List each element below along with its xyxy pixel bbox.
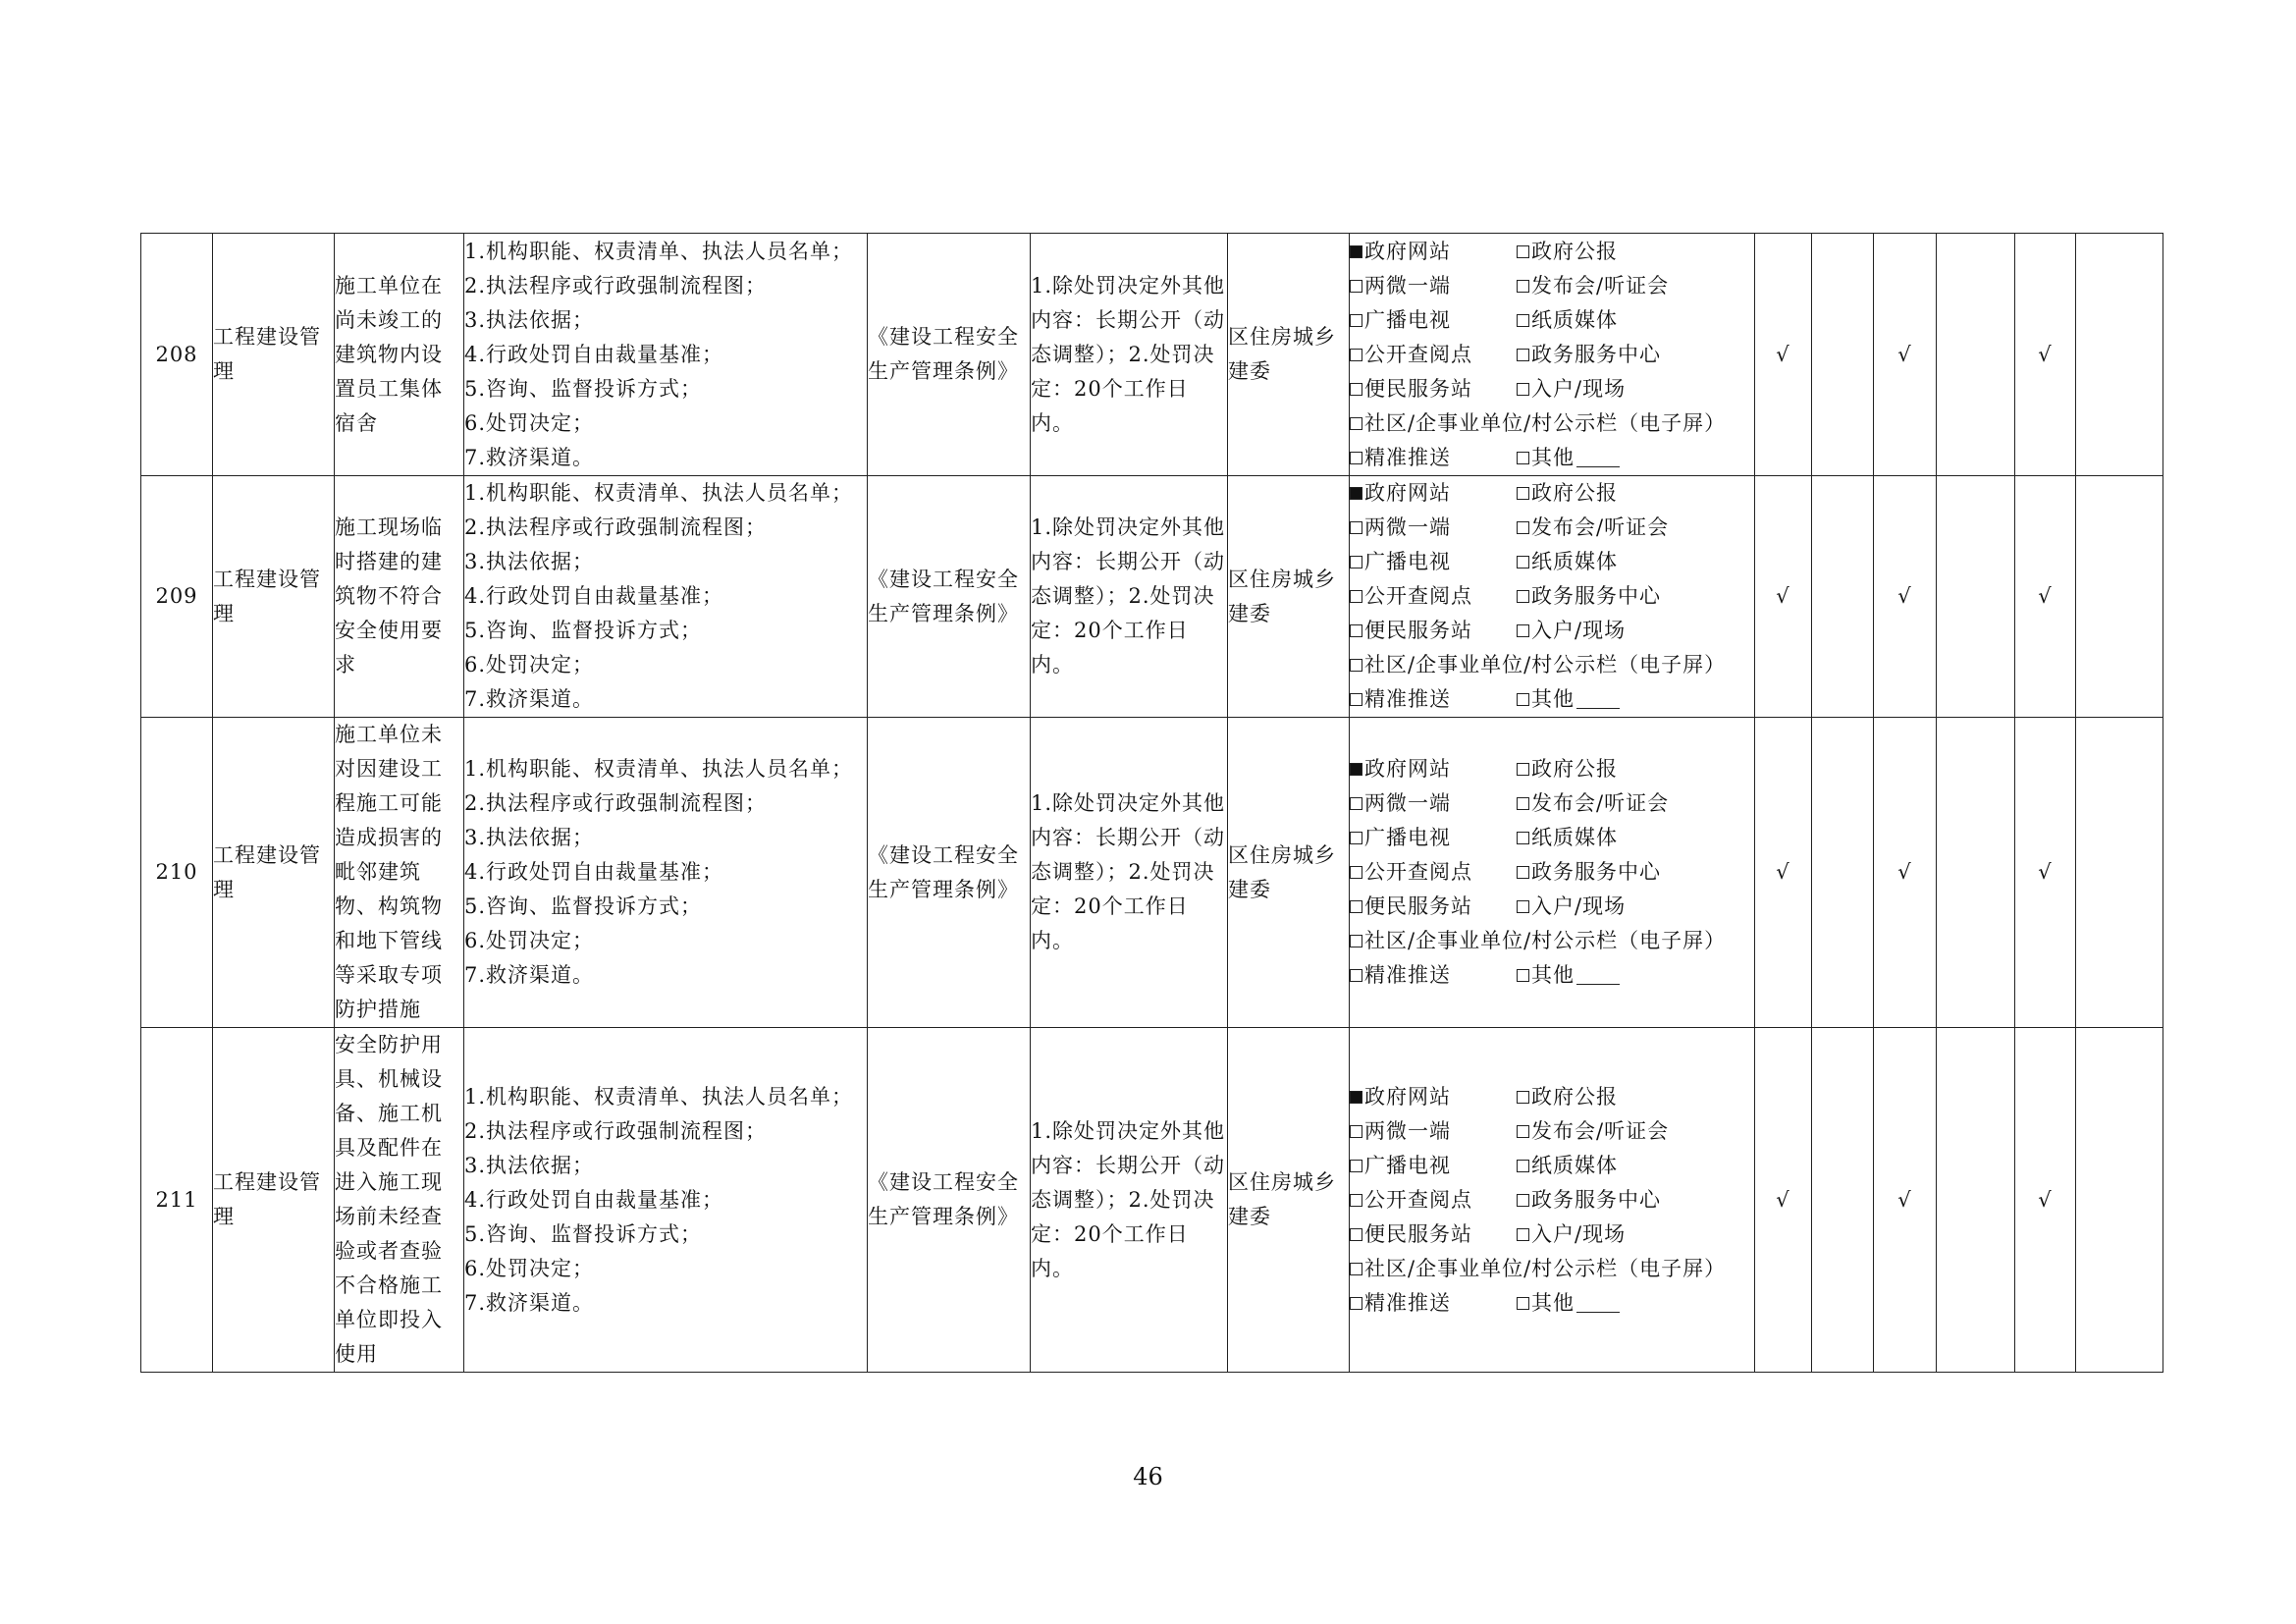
content-line: 7.救济渠道。: [464, 445, 595, 469]
category-cell: 工程建设管理: [213, 718, 335, 1028]
content-line: 4.行政处罚自由裁量基准；: [464, 584, 724, 608]
content-line: 7.救济渠道。: [464, 963, 595, 987]
category-cell: 工程建设管理: [213, 234, 335, 476]
blank-line: [1576, 690, 1620, 709]
empty-cell: [1812, 476, 1874, 718]
checkmark-icon: √: [2038, 342, 2053, 366]
content-line: 7.救济渠道。: [464, 1290, 595, 1315]
channel-option[interactable]: 两微一端: [1350, 511, 1517, 545]
channel-option[interactable]: 政府网站: [1350, 752, 1517, 786]
empty-cell: [1937, 718, 2015, 1028]
channel-option[interactable]: 广播电视: [1350, 545, 1517, 579]
page-number: 46: [1133, 1463, 1163, 1490]
empty-cell: [2076, 1028, 2163, 1373]
channel-option[interactable]: 政府公报: [1517, 1080, 1618, 1114]
channel-option[interactable]: 入户/现场: [1517, 614, 1626, 648]
channel-option[interactable]: 政府公报: [1517, 476, 1618, 511]
content-line: 1.机构职能、权责清单、执法人员名单；: [464, 757, 854, 781]
check-cell: [2015, 718, 2076, 1028]
content-line: 5.咨询、监督投诉方式；: [464, 376, 703, 401]
channel-option[interactable]: 政府网站: [1350, 476, 1517, 511]
checkbox-icon: [1517, 900, 1529, 913]
checkmark-icon: √: [1897, 860, 1912, 884]
item-cell: 施工现场临时搭建的建筑物不符合安全使用要求: [335, 476, 464, 718]
checkbox-icon: [1517, 969, 1529, 982]
checkbox-icon: [1350, 1091, 1362, 1104]
channel-option[interactable]: 精准推送: [1350, 958, 1517, 993]
checkbox-icon: [1350, 866, 1362, 879]
content-line: 3.执法依据；: [464, 826, 595, 849]
channel-option[interactable]: 公开查阅点: [1350, 338, 1517, 372]
content-cell: [464, 718, 868, 1028]
content-line: 3.执法依据；: [464, 307, 595, 332]
checkbox-icon: [1350, 1297, 1362, 1310]
checkmark-icon: √: [1897, 584, 1912, 608]
check-cell: [2015, 476, 2076, 718]
channel-option[interactable]: 便民服务站: [1350, 1218, 1517, 1252]
channel-option[interactable]: 公开查阅点: [1350, 1183, 1517, 1218]
checkbox-icon: [1350, 969, 1362, 982]
item-cell: 安全防护用具、机械设备、施工机具及配件在进入施工现场前未经查验或者查验不合格施工单位即投入使用: [335, 1028, 464, 1373]
table-row: [141, 476, 2163, 718]
empty-cell: [1812, 1028, 1874, 1373]
row-number: 208: [141, 234, 213, 476]
channel-option[interactable]: 社区/企事业单位/村公示栏（电子屏）: [1350, 406, 1726, 441]
channel-option[interactable]: 公开查阅点: [1350, 579, 1517, 614]
check-cell: [2015, 234, 2076, 476]
check-cell: [1755, 1028, 1812, 1373]
checkbox-icon: [1350, 1194, 1362, 1207]
content-line: 6.处罚决定；: [464, 653, 595, 677]
checkbox-icon: [1350, 417, 1362, 430]
content-cell: [464, 1028, 868, 1373]
content-line: 6.处罚决定；: [464, 929, 595, 952]
channel-option[interactable]: 发布会/听证会: [1517, 269, 1669, 303]
check-cell: [1755, 476, 1812, 718]
empty-cell: [1812, 234, 1874, 476]
channel-option[interactable]: 纸质媒体: [1517, 1149, 1618, 1183]
channel-option[interactable]: 纸质媒体: [1517, 821, 1618, 855]
dept-cell: 区住房城乡建委: [1228, 476, 1350, 718]
checkmark-icon: √: [1897, 342, 1912, 366]
basis-cell: 《建设工程安全生产管理条例》: [868, 476, 1031, 718]
channel-option[interactable]: 政务服务中心: [1517, 579, 1661, 614]
checkbox-icon: [1517, 383, 1529, 396]
channel-option[interactable]: 两微一端: [1350, 269, 1517, 303]
channel-option[interactable]: 入户/现场: [1517, 1218, 1626, 1252]
item-cell: 施工单位未对因建设工程施工可能造成损害的毗邻建筑物、构筑物和地下管线等采取专项防护措施: [335, 718, 464, 1028]
checkbox-icon: [1350, 280, 1362, 293]
content-line: 4.行政处罚自由裁量基准；: [464, 860, 724, 884]
channel-option[interactable]: 纸质媒体: [1517, 545, 1618, 579]
dept-cell: 区住房城乡建委: [1228, 718, 1350, 1028]
checkbox-icon: [1517, 1297, 1529, 1310]
checkbox-icon: [1350, 693, 1362, 706]
checkbox-icon: [1517, 797, 1529, 810]
channels-cell: [1350, 234, 1755, 476]
checkbox-icon: [1517, 487, 1529, 500]
empty-cell: [1937, 476, 2015, 718]
content-line: 3.执法依据；: [464, 550, 595, 573]
check-cell: [1755, 718, 1812, 1028]
checkbox-icon: [1350, 383, 1362, 396]
checkbox-icon: [1517, 1160, 1529, 1172]
item-cell: 施工单位在尚未竣工的建筑物内设置员工集体宿舍: [335, 234, 464, 476]
channel-option[interactable]: 两微一端: [1350, 1114, 1517, 1149]
check-cell: [1755, 234, 1812, 476]
channel-option[interactable]: 发布会/听证会: [1517, 1114, 1669, 1149]
checkmark-icon: √: [1776, 860, 1790, 884]
checkbox-icon: [1350, 314, 1362, 327]
category-cell: 工程建设管理: [213, 476, 335, 718]
time-cell: 1.除处罚决定外其他内容：长期公开（动态调整）；2.处罚决定：20个工作日内。: [1031, 718, 1228, 1028]
content-line: 4.行政处罚自由裁量基准；: [464, 342, 724, 366]
content-line: 2.执法程序或行政强制流程图；: [464, 1118, 768, 1143]
checkbox-icon: [1350, 349, 1362, 361]
checkbox-icon: [1517, 556, 1529, 568]
channel-option[interactable]: 社区/企事业单位/村公示栏（电子屏）: [1350, 924, 1726, 958]
checkbox-icon: [1350, 1228, 1362, 1241]
content-line: 5.咨询、监督投诉方式；: [464, 894, 703, 918]
checkbox-icon: [1350, 900, 1362, 913]
checkbox-icon: [1350, 832, 1362, 844]
checkbox-icon: [1517, 349, 1529, 361]
content-line: 7.救济渠道。: [464, 687, 595, 711]
content-line: 1.机构职能、权责清单、执法人员名单；: [464, 1084, 854, 1109]
checkmark-icon: √: [1897, 1187, 1912, 1212]
check-cell: [2015, 1028, 2076, 1373]
checkbox-icon: [1517, 866, 1529, 879]
channel-option[interactable]: 其他: [1517, 441, 1620, 475]
checkbox-icon: [1350, 624, 1362, 637]
channel-option[interactable]: 发布会/听证会: [1517, 786, 1669, 821]
channel-option[interactable]: 公开查阅点: [1350, 855, 1517, 890]
checkmark-icon: √: [2038, 1187, 2053, 1212]
empty-cell: [2076, 476, 2163, 718]
table-row: [141, 234, 2163, 476]
channel-option[interactable]: 发布会/听证会: [1517, 511, 1669, 545]
checkmark-icon: √: [1776, 584, 1790, 608]
dept-cell: 区住房城乡建委: [1228, 1028, 1350, 1373]
check-cell: [1874, 234, 1937, 476]
channel-option[interactable]: 社区/企事业单位/村公示栏（电子屏）: [1350, 648, 1726, 682]
empty-cell: [2076, 718, 2163, 1028]
channel-option[interactable]: 政府网站: [1350, 235, 1517, 269]
checkbox-icon: [1517, 1228, 1529, 1241]
content-line: 5.咨询、监督投诉方式；: [464, 1221, 703, 1246]
disclosure-table: [140, 233, 2163, 1373]
channel-option[interactable]: 入户/现场: [1517, 372, 1626, 406]
checkbox-icon: [1517, 245, 1529, 258]
channel-option[interactable]: 两微一端: [1350, 786, 1517, 821]
channels-cell: [1350, 1028, 1755, 1373]
row-number: 210: [141, 718, 213, 1028]
channel-option[interactable]: 入户/现场: [1517, 890, 1626, 924]
blank-line: [1576, 966, 1620, 985]
content-line: 5.咨询、监督投诉方式；: [464, 619, 703, 642]
empty-cell: [1812, 718, 1874, 1028]
content-cell: [464, 476, 868, 718]
checkbox-icon: [1517, 624, 1529, 637]
table-row: [141, 718, 2163, 1028]
basis-cell: 《建设工程安全生产管理条例》: [868, 234, 1031, 476]
channel-option[interactable]: 政务服务中心: [1517, 1183, 1661, 1218]
channel-option[interactable]: 政府公报: [1517, 752, 1618, 786]
basis-cell: 《建设工程安全生产管理条例》: [868, 718, 1031, 1028]
channel-option[interactable]: 便民服务站: [1350, 614, 1517, 648]
checkbox-icon: [1517, 314, 1529, 327]
channel-option[interactable]: 精准推送: [1350, 441, 1517, 475]
checkbox-icon: [1517, 763, 1529, 776]
channel-option[interactable]: 其他: [1517, 682, 1620, 717]
checkbox-icon: [1517, 1194, 1529, 1207]
checkbox-icon: [1350, 1125, 1362, 1138]
channel-option[interactable]: 其他: [1517, 958, 1620, 993]
channel-option[interactable]: 政务服务中心: [1517, 855, 1661, 890]
channel-option[interactable]: 政府网站: [1350, 1080, 1517, 1114]
channel-option[interactable]: 广播电视: [1350, 821, 1517, 855]
checkbox-icon: [1517, 521, 1529, 534]
table-row: [141, 1028, 2163, 1373]
content-line: 6.处罚决定；: [464, 1256, 595, 1280]
checkbox-icon: [1350, 521, 1362, 534]
check-cell: [1874, 1028, 1937, 1373]
channel-option[interactable]: 政务服务中心: [1517, 338, 1661, 372]
channels-cell: [1350, 718, 1755, 1028]
checkbox-icon: [1350, 797, 1362, 810]
channel-option[interactable]: 其他: [1517, 1286, 1620, 1321]
checkbox-icon: [1517, 590, 1529, 603]
channel-option[interactable]: 纸质媒体: [1517, 303, 1618, 338]
time-cell: 1.除处罚决定外其他内容：长期公开（动态调整）；2.处罚决定：20个工作日内。: [1031, 234, 1228, 476]
checkbox-icon: [1350, 935, 1362, 947]
checkbox-icon: [1517, 452, 1529, 464]
content-line: 6.处罚决定；: [464, 410, 595, 435]
row-number: 209: [141, 476, 213, 718]
checkbox-icon: [1350, 1263, 1362, 1275]
empty-cell: [2076, 234, 2163, 476]
channels-cell: [1350, 476, 1755, 718]
content-line: 1.机构职能、权责清单、执法人员名单；: [464, 481, 854, 505]
checkbox-icon: [1350, 659, 1362, 672]
checkbox-icon: [1350, 487, 1362, 500]
time-cell: 1.除处罚决定外其他内容：长期公开（动态调整）；2.处罚决定：20个工作日内。: [1031, 476, 1228, 718]
checkbox-icon: [1517, 693, 1529, 706]
time-cell: 1.除处罚决定外其他内容：长期公开（动态调整）；2.处罚决定：20个工作日内。: [1031, 1028, 1228, 1373]
channel-option[interactable]: 精准推送: [1350, 682, 1517, 717]
content-line: 2.执法程序或行政强制流程图；: [464, 515, 768, 539]
checkbox-icon: [1350, 763, 1362, 776]
row-number: 211: [141, 1028, 213, 1373]
dept-cell: 区住房城乡建委: [1228, 234, 1350, 476]
checkmark-icon: √: [2038, 584, 2053, 608]
basis-cell: 《建设工程安全生产管理条例》: [868, 1028, 1031, 1373]
checkbox-icon: [1350, 452, 1362, 464]
channel-option[interactable]: 政府公报: [1517, 235, 1618, 269]
content-cell: [464, 234, 868, 476]
channel-option[interactable]: 便民服务站: [1350, 890, 1517, 924]
checkbox-icon: [1350, 245, 1362, 258]
checkbox-icon: [1350, 590, 1362, 603]
checkmark-icon: √: [1776, 342, 1790, 366]
channel-option[interactable]: 便民服务站: [1350, 372, 1517, 406]
checkbox-icon: [1517, 1091, 1529, 1104]
channel-option[interactable]: 广播电视: [1350, 303, 1517, 338]
empty-cell: [1937, 234, 2015, 476]
content-line: 1.机构职能、权责清单、执法人员名单；: [464, 239, 854, 263]
checkbox-icon: [1517, 832, 1529, 844]
check-cell: [1874, 476, 1937, 718]
content-line: 2.执法程序或行政强制流程图；: [464, 273, 768, 298]
channel-option[interactable]: 社区/企事业单位/村公示栏（电子屏）: [1350, 1252, 1726, 1286]
blank-line: [1576, 449, 1620, 467]
content-line: 3.执法依据；: [464, 1153, 595, 1177]
category-cell: 工程建设管理: [213, 1028, 335, 1373]
channel-option[interactable]: 精准推送: [1350, 1286, 1517, 1321]
checkbox-icon: [1517, 280, 1529, 293]
checkmark-icon: √: [1776, 1187, 1790, 1212]
checkbox-icon: [1517, 1125, 1529, 1138]
checkmark-icon: √: [2038, 860, 2053, 884]
channel-option[interactable]: 广播电视: [1350, 1149, 1517, 1183]
blank-line: [1576, 1294, 1620, 1313]
checkbox-icon: [1350, 556, 1362, 568]
content-line: 4.行政处罚自由裁量基准；: [464, 1187, 724, 1212]
check-cell: [1874, 718, 1937, 1028]
empty-cell: [1937, 1028, 2015, 1373]
content-line: 2.执法程序或行政强制流程图；: [464, 791, 768, 815]
checkbox-icon: [1350, 1160, 1362, 1172]
